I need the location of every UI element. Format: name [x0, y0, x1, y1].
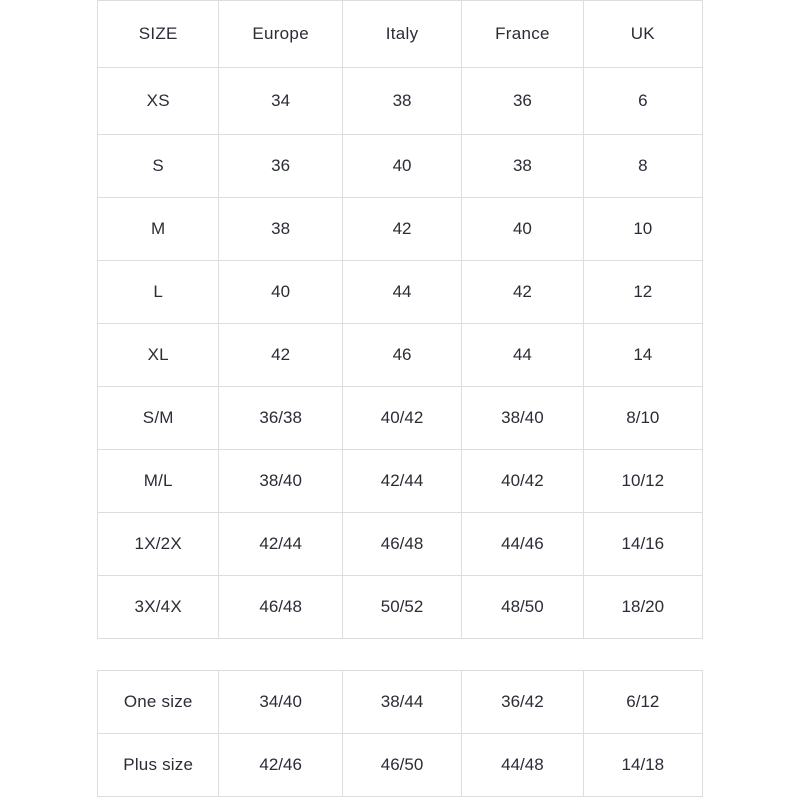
cell-europe: 36/38 [219, 387, 342, 450]
cell-uk: 10/12 [583, 450, 702, 513]
size-conversion-table [97, 0, 703, 639]
column-header-italy: Italy [342, 1, 461, 68]
row-label: 3X/4X [98, 576, 219, 639]
cell-europe: 42/46 [219, 734, 342, 797]
cell-france: 48/50 [462, 576, 583, 639]
column-header-france: France [462, 1, 583, 68]
cell-france: 44/48 [462, 734, 583, 797]
table-row [98, 324, 703, 387]
cell-italy: 42 [342, 198, 461, 261]
cell-france: 40/42 [462, 450, 583, 513]
one-size-plus-size-table [97, 670, 703, 797]
cell-france: 36/42 [462, 671, 583, 734]
table-row [98, 261, 703, 324]
cell-uk: 8/10 [583, 387, 702, 450]
cell-italy: 46/50 [342, 734, 461, 797]
row-label-plus-size: Plus size [98, 734, 219, 797]
cell-uk: 8 [583, 135, 702, 198]
cell-france: 42 [462, 261, 583, 324]
cell-italy: 42/44 [342, 450, 461, 513]
cell-italy: 38 [342, 68, 461, 135]
cell-europe: 46/48 [219, 576, 342, 639]
cell-europe: 36 [219, 135, 342, 198]
cell-uk: 6 [583, 68, 702, 135]
cell-france: 38/40 [462, 387, 583, 450]
cell-france: 44/46 [462, 513, 583, 576]
row-label: XL [98, 324, 219, 387]
table-row [98, 450, 703, 513]
column-header-size: SIZE [98, 1, 219, 68]
table-row [98, 68, 703, 135]
cell-europe: 42 [219, 324, 342, 387]
cell-italy: 38/44 [342, 671, 461, 734]
column-header-uk: UK [583, 1, 702, 68]
table-header-row [98, 1, 703, 68]
cell-uk: 10 [583, 198, 702, 261]
cell-europe: 34/40 [219, 671, 342, 734]
row-label: M [98, 198, 219, 261]
cell-france: 36 [462, 68, 583, 135]
cell-europe: 34 [219, 68, 342, 135]
cell-france: 38 [462, 135, 583, 198]
cell-uk: 14/18 [583, 734, 702, 797]
row-label: 1X/2X [98, 513, 219, 576]
cell-europe: 42/44 [219, 513, 342, 576]
table-row [98, 198, 703, 261]
cell-uk: 14/16 [583, 513, 702, 576]
table-spacer [97, 639, 703, 670]
cell-uk: 6/12 [583, 671, 702, 734]
row-label: S [98, 135, 219, 198]
cell-europe: 38 [219, 198, 342, 261]
table-row [98, 671, 703, 734]
table-row [98, 576, 703, 639]
row-label: S/M [98, 387, 219, 450]
cell-france: 44 [462, 324, 583, 387]
table-row [98, 387, 703, 450]
cell-uk: 14 [583, 324, 702, 387]
cell-italy: 50/52 [342, 576, 461, 639]
row-label: M/L [98, 450, 219, 513]
row-label-one-size: One size [98, 671, 219, 734]
cell-italy: 46 [342, 324, 461, 387]
cell-uk: 12 [583, 261, 702, 324]
table-row [98, 513, 703, 576]
cell-europe: 38/40 [219, 450, 342, 513]
cell-europe: 40 [219, 261, 342, 324]
cell-italy: 44 [342, 261, 461, 324]
cell-italy: 46/48 [342, 513, 461, 576]
cell-italy: 40 [342, 135, 461, 198]
column-header-europe: Europe [219, 1, 342, 68]
cell-france: 40 [462, 198, 583, 261]
row-label: L [98, 261, 219, 324]
cell-italy: 40/42 [342, 387, 461, 450]
row-label: XS [98, 68, 219, 135]
cell-uk: 18/20 [583, 576, 702, 639]
table-row [98, 734, 703, 797]
table-row [98, 135, 703, 198]
